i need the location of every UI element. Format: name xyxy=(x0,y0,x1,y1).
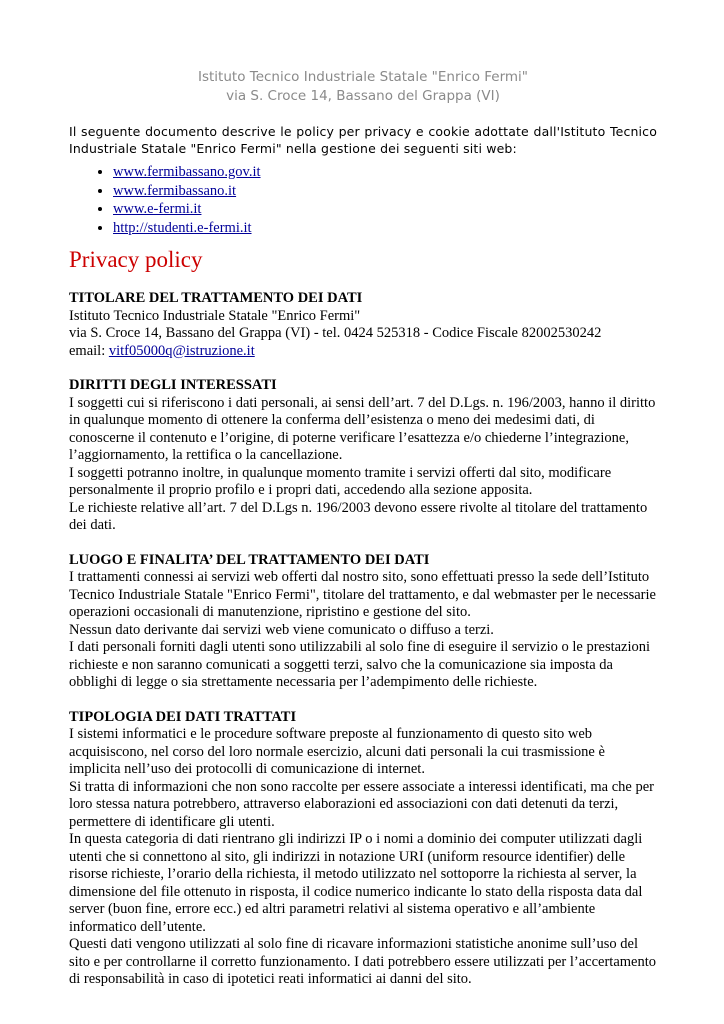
section-diritti xyxy=(69,377,657,535)
site-link[interactable]: www.fermibassano.gov.it xyxy=(113,164,261,180)
site-link[interactable]: www.e-fermi.it xyxy=(113,201,202,217)
site-link[interactable]: www.fermibassano.it xyxy=(113,182,237,199)
list-item xyxy=(113,219,657,238)
email-link[interactable]: vitf05000q@istruzione.it xyxy=(108,342,255,359)
titolare-name: Istituto Tecnico Industriale Statale "Enrico Fermi" xyxy=(69,307,361,324)
paragraph: I sistemi informatici e le procedure software preposte al funzionamento di questo sito web acquisiscono, nel corso del loro normale esercizio, alcuni dati personali la cui trasmissione è implicita nell’uso dei protocolli di comunicazione di internet. xyxy=(69,726,605,777)
paragraph: Questi dati vengono utilizzati al solo fine di ricavare informazioni statistiche anonime sull’uso del sito e per controllarne il corretto funzionamento. I dati potrebbero essere utilizzati per l’accertamento di responsabilità in caso di ipotetici reati informatici ai danni del sito. xyxy=(69,936,656,987)
list-item xyxy=(113,200,657,219)
titolare-address: via S. Croce 14, Bassano del Grappa (VI) - tel. 0424 525318 - Codice Fiscale 82002530242 xyxy=(69,325,602,341)
paragraph: Nessun dato derivante dai servizi web viene comunicato o diffuso a terzi. xyxy=(69,621,494,638)
email-label: email: xyxy=(69,342,109,359)
section-tipologia xyxy=(69,709,657,989)
section-heading: DIRITTI DEGLI INTERESSATI xyxy=(69,377,277,393)
paragraph: I trattamenti connessi ai servizi web offerti dal nostro sito, sono effettuati presso la sede dell’Istituto Tecnico Industriale Statale "Enrico Fermi", titolare del trattamento, e dal webmaster per le necessarie operazioni occasionali di manutenzione, ripristino e gestione del sito. xyxy=(69,569,656,620)
paragraph: I dati personali forniti dagli utenti sono utilizzabili al solo fine di eseguire il servizio o le prestazioni richieste e non saranno comunicati a soggetti terzi, salvo che la comunicazione sia imposta da obblighi di legge o sia strettamente necessaria per l’adempimento delle richieste. xyxy=(69,639,651,690)
document-page xyxy=(69,68,657,989)
section-titolare xyxy=(69,290,657,360)
list-item xyxy=(113,182,657,201)
section-heading: TITOLARE DEL TRATTAMENTO DEI DATI xyxy=(69,290,363,306)
paragraph: Si tratta di informazioni che non sono raccolte per essere associate a interessi identificati, ma che per loro stessa natura potrebbero, attraverso elaborazioni ed associazioni con dati detenuti da terzi, permettere di identificare gli utenti. xyxy=(69,778,655,830)
paragraph: I soggetti cui si riferiscono i dati personali, ai sensi dell’art. 7 del D.Lgs. n. 196/2003, hanno il diritto in qualunque momento di ottenere la conferma dell’esistenza o meno dei medesimi dati, di conoscerne il contenuto e l’origine, di poterne verificare l’esattezza e/o chiederne l’integrazione, l’aggiornamento, la rettifica o la cancellazione. xyxy=(69,394,656,463)
paragraph: Le richieste relative all’art. 7 del D.Lgs n. 196/2003 devono essere rivolte al titolare del trattamento dei dati. xyxy=(69,499,648,533)
document-header xyxy=(69,68,657,106)
section-heading: TIPOLOGIA DEI DATI TRATTATI xyxy=(69,708,297,725)
header-address: via S. Croce 14, Bassano del Grappa (VI) xyxy=(226,88,500,104)
list-item xyxy=(113,163,657,182)
header-school-name: Istituto Tecnico Industriale Statale "Enrico Fermi" xyxy=(198,69,528,85)
sites-list xyxy=(69,163,657,237)
section-heading: LUOGO E FINALITA’ DEL TRATTAMENTO DEI DATI xyxy=(69,551,430,568)
page-title: Privacy policy xyxy=(69,247,203,272)
intro-paragraph: Il seguente documento descrive le policy per privacy e cookie adottate dall'Istituto Tecnico Industriale Statale "Enrico Fermi" nella gestione dei seguenti siti web: xyxy=(69,124,657,156)
paragraph: In questa categoria di dati rientrano gli indirizzi IP o i nomi a dominio dei computer utilizzati dagli utenti che si connettono al sito, gli indirizzi in notazione URI (uniform resource identifier) delle risorse richieste, l’orario della richiesta, il metodo utilizzato nel sottoporre la richiesta al server, la dimensione del file ottenuto in risposta, il codice numerico indicante lo stato della risposta data dal server (buon fine, errore ecc.) ed altri parametri relativi al sistema operativo e all’ambiente informatico dell’utente. xyxy=(69,831,643,935)
site-link[interactable]: http://studenti.e-fermi.it xyxy=(113,219,252,236)
titolare-email-line xyxy=(69,343,657,361)
paragraph: I soggetti potranno inoltre, in qualunque momento tramite i servizi offerti dal sito, modificare personalmente il proprio profilo e i propri dati, accedendo alla sezione apposita. xyxy=(69,464,612,498)
section-luogo xyxy=(69,552,657,692)
